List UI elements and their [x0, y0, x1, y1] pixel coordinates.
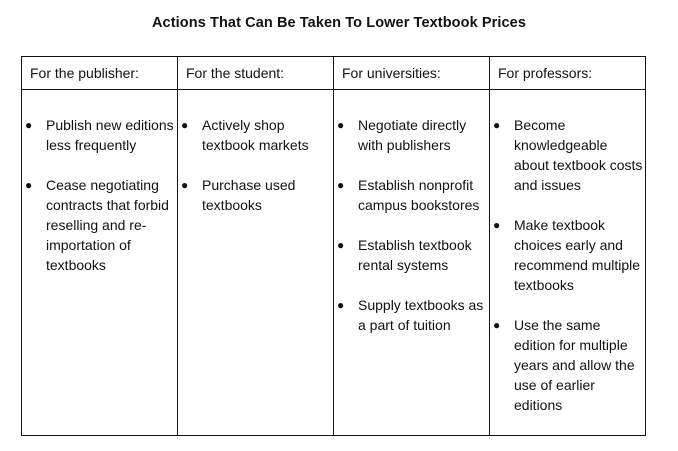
list-item-text: Supply textbooks as a part of tuition — [358, 297, 484, 333]
bullet-icon: ● — [337, 118, 345, 132]
list-item — [22, 115, 177, 155]
table-header-row — [22, 57, 646, 90]
list-item — [490, 115, 645, 195]
list-item-text: Actively shop textbook markets — [202, 117, 309, 153]
bullet-icon: ● — [25, 118, 33, 132]
list-item — [334, 295, 489, 335]
header-universities: For universities: — [334, 57, 490, 90]
header-professors: For professors: — [490, 57, 646, 90]
document-title: Actions That Can Be Taken To Lower Textbook Prices — [151, 15, 526, 31]
list-item-text: Use the same edition for multiple years and allow the use of earlier editions — [514, 317, 635, 413]
list-item — [334, 175, 489, 215]
list-item-text: Purchase used textbooks — [202, 177, 296, 213]
cell-publisher — [22, 90, 178, 436]
header-student: For the student: — [178, 57, 334, 90]
cell-universities — [334, 90, 490, 436]
bullet-icon: ● — [25, 178, 33, 192]
list-item-text: Establish nonprofit campus bookstores — [358, 177, 480, 213]
list-item — [22, 175, 177, 275]
header-publisher: For the publisher: — [22, 57, 178, 90]
bullet-icon: ● — [337, 298, 345, 312]
bullet-icon: ● — [181, 178, 189, 192]
cell-professors — [490, 90, 646, 436]
list-item — [178, 115, 333, 155]
table-body-row — [22, 90, 646, 436]
professors-actions-list — [490, 90, 645, 415]
universities-actions-list — [334, 90, 489, 335]
bullet-icon: ● — [493, 118, 501, 132]
list-item-text: Become knowledgeable about textbook costs and issues — [514, 117, 643, 193]
list-item-text: Establish textbook rental systems — [358, 237, 472, 273]
bullet-icon: ● — [493, 218, 501, 232]
list-item — [490, 215, 645, 295]
bullet-icon: ● — [337, 178, 345, 192]
publisher-actions-list — [22, 90, 177, 275]
list-item-text: Negotiate directly with publishers — [358, 117, 467, 153]
list-item — [334, 115, 489, 155]
actions-table — [21, 56, 646, 436]
list-item — [334, 235, 489, 275]
student-actions-list — [178, 90, 333, 215]
list-item — [490, 315, 645, 415]
list-item-text: Publish new editions less frequently — [46, 117, 174, 153]
cell-student — [178, 90, 334, 436]
bullet-icon: ● — [337, 238, 345, 252]
list-item-text: Cease negotiating contracts that forbid reselling and re-importation of textbooks — [46, 177, 169, 273]
bullet-icon: ● — [493, 318, 501, 332]
bullet-icon: ● — [181, 118, 189, 132]
list-item-text: Make textbook choices early and recommend multiple textbooks — [514, 217, 641, 293]
list-item — [178, 175, 333, 215]
